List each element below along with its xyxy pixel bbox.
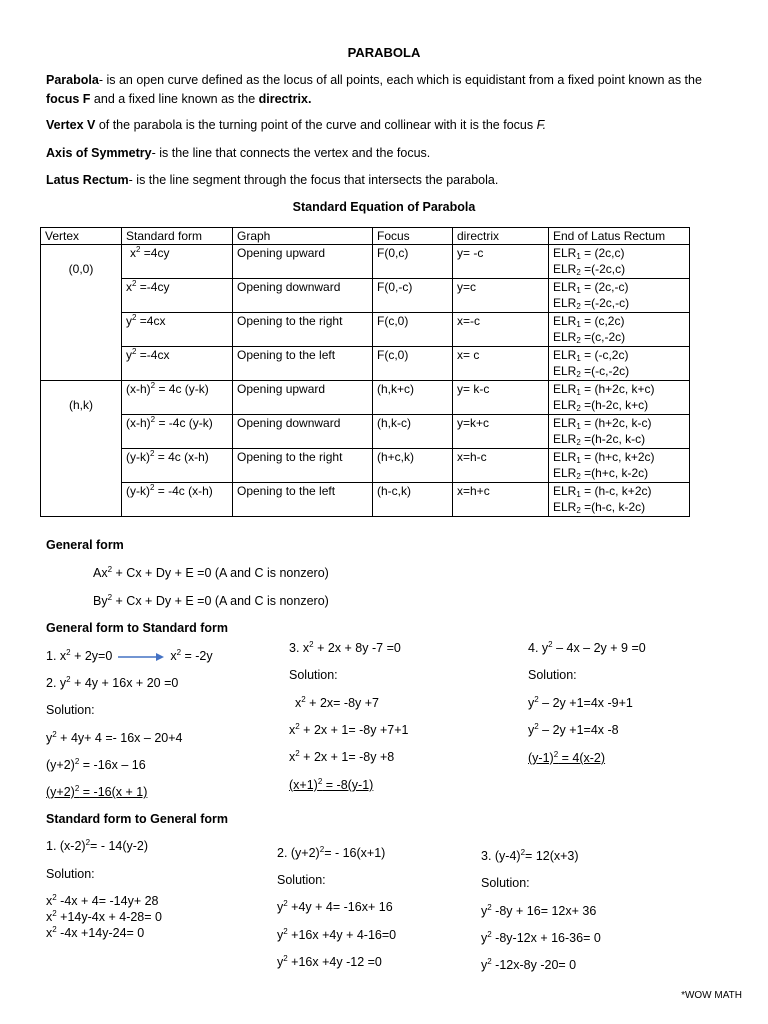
elr-1: $ELR_1 = (h+2c$, k-c) bbox=[553, 416, 652, 431]
axis-text: - is the line that connects the vertex and the focus. bbox=[151, 146, 431, 160]
standard-form-cell: $y^2 =4cx$ bbox=[122, 313, 233, 347]
directrix-cell: x=-c bbox=[453, 313, 549, 347]
directrix-cell: y=k+c bbox=[453, 415, 549, 449]
graph-cell: Opening upward bbox=[233, 245, 373, 279]
std-ex2-step-2: $y^2 +16x +4y + 4-16=0$ bbox=[277, 927, 397, 942]
parabola-text-1: - is an open curve defined as the locus of all points, each which is equidistant from a fixed point known as the bbox=[98, 73, 702, 87]
gen-ex3-step-2: $x^2 + 2x + 1= -8y +7+1$ bbox=[289, 722, 409, 737]
std-ex2: 2. $(y+2)^2= - 16(x+1)$ bbox=[277, 845, 386, 860]
latus-rectum-cell bbox=[549, 415, 690, 449]
directrix-cell: y=c bbox=[453, 279, 549, 313]
parabola-text-2: and a fixed line known as the bbox=[90, 92, 259, 106]
header-vertex: Vertex bbox=[41, 228, 122, 245]
directrix-cell: y= -c bbox=[453, 245, 549, 279]
gen-ex2-step-1: $y^2 + 4y+ 4 =- 16x - 20+4$ bbox=[46, 730, 183, 745]
latus-term: Latus Rectum bbox=[46, 173, 129, 187]
graph-cell: Opening to the right bbox=[233, 313, 373, 347]
header-directrix: directrix bbox=[453, 228, 549, 245]
focus-cell: F(c,0) bbox=[373, 313, 453, 347]
header-focus: Focus bbox=[373, 228, 453, 245]
focus-cell: (h,k-c) bbox=[373, 415, 453, 449]
focus-cell: F(c,0) bbox=[373, 347, 453, 381]
std-ex2-step-3: $y^2 +16x +4y$ -12 =0 bbox=[277, 954, 382, 969]
std-ex1: 1. $(x-2)^2= - 14(y-2)$ bbox=[46, 838, 149, 853]
elr-1: $ELR_1 = (2c,-c)$ bbox=[553, 280, 629, 295]
gen-ex3-step-1: $x^2 + 2x= -8y +7$ bbox=[295, 695, 380, 710]
gen-ex4: 4. $y^2 - 4x - 2y + 9 =0$ bbox=[528, 640, 646, 655]
graph-cell: Opening downward bbox=[233, 279, 373, 313]
standard-form-cell: $(y-k)^2 = -4c$ (x-h) bbox=[122, 483, 233, 517]
elr-2: $ELR_2 =(h-2c$, k+c) bbox=[553, 398, 649, 413]
footer-watermark: *WOW MATH bbox=[681, 990, 742, 1001]
focus-cell: F(0,c) bbox=[373, 245, 453, 279]
elr-2: $ELR_2 =(h+c$, k-2c) bbox=[553, 466, 649, 481]
graph-cell: Opening to the left bbox=[233, 347, 373, 381]
standard-form-cell: $(y-k)^2 = 4c$ (x-h) bbox=[122, 449, 233, 483]
header-standard-form: Standard form bbox=[122, 228, 233, 245]
vertex-focus: F. bbox=[536, 118, 547, 132]
latus-rectum-cell bbox=[549, 313, 690, 347]
latus-rectum-cell bbox=[549, 245, 690, 279]
standard-form-cell: $(x-h)^2 = 4c$ (y-k) bbox=[122, 381, 233, 415]
latus-text: - is the line segment through the focus that intersects the parabola. bbox=[128, 173, 499, 187]
gen-ex3: 3. $x^2 + 2x + 8y$ -7 =0 bbox=[289, 640, 401, 655]
elr-2: $ELR_2 =(-2c,-c)$ bbox=[553, 296, 630, 311]
elr-1: $ELR_1 = (h+c$, k+2c) bbox=[553, 450, 655, 465]
std-ex3-step-2: $y^2$ -8y-12x + 16-36= 0 bbox=[481, 930, 601, 945]
gen-ex4-answer: $(y-1)^2 = 4(x-2)$ bbox=[528, 750, 606, 765]
focus-cell: (h-c,k) bbox=[373, 483, 453, 517]
table-row bbox=[41, 313, 690, 347]
focus-cell: F(0,-c) bbox=[373, 279, 453, 313]
vertex-cell: (h,k) bbox=[41, 381, 122, 517]
table-row bbox=[41, 415, 690, 449]
standard-form-cell: $x^2 =4cy$ bbox=[122, 245, 233, 279]
header-graph: Graph bbox=[233, 228, 373, 245]
gen-ex4-solution: Solution: bbox=[528, 668, 577, 682]
graph-cell: Opening upward bbox=[233, 381, 373, 415]
axis-definition bbox=[46, 144, 736, 163]
directrix-cell: x=h-c bbox=[453, 449, 549, 483]
graph-cell: Opening to the left bbox=[233, 483, 373, 517]
std-ex3-solution: Solution: bbox=[481, 876, 530, 890]
std-ex2-solution: Solution: bbox=[277, 873, 326, 887]
std-ex1-step-2: $x^2 +14y-4x + 4-28= 0$ bbox=[46, 909, 162, 924]
latus-rectum-cell bbox=[549, 279, 690, 313]
table-body-origin bbox=[41, 245, 690, 381]
elr-1: $ELR_1 = (h+2c$, k+c) bbox=[553, 382, 655, 397]
latus-rectum-cell bbox=[549, 347, 690, 381]
table-caption: Standard Equation of Parabola bbox=[292, 200, 476, 214]
vertex-cell: (0,0) bbox=[41, 245, 122, 381]
elr-1: $ELR_1 = (h-c$, k+2c) bbox=[553, 484, 652, 499]
parabola-term: Parabola bbox=[46, 73, 99, 87]
graph-cell: Opening to the right bbox=[233, 449, 373, 483]
gen-ex3-step-3: $x^2 + 2x + 1= -8y +8$ bbox=[289, 749, 395, 764]
directrix-cell: x= c bbox=[453, 347, 549, 381]
table-row bbox=[41, 245, 690, 279]
table-row bbox=[41, 347, 690, 381]
general-form-eq-1: $Ax^2 + Cx + Dy + E =0$ (A and C is nonzero) bbox=[93, 565, 329, 580]
page-title: PARABOLA bbox=[347, 45, 421, 60]
gen-ex1: 1. $x^2 + 2y=0$ $x^2 = -2y$ bbox=[46, 648, 213, 663]
elr-2: $ELR_2 =(-2c,c)$ bbox=[553, 262, 626, 277]
table-body-shifted bbox=[41, 381, 690, 517]
latus-rectum-cell bbox=[549, 381, 690, 415]
gen-to-std-heading: General form to Standard form bbox=[46, 621, 228, 635]
graph-cell: Opening downward bbox=[233, 415, 373, 449]
std-ex3: 3. $(y-4)^2= 12(x+3)$ bbox=[481, 848, 579, 863]
std-ex3-step-3: $y^2$ -12x-8y -20= 0 bbox=[481, 957, 577, 972]
gen-ex2-step-2: $(y+2)^2 = -16x - 16$ bbox=[46, 757, 146, 772]
directrix-cell: y= k-c bbox=[453, 381, 549, 415]
gen-ex3-solution: Solution: bbox=[289, 668, 338, 682]
latus-definition bbox=[46, 171, 736, 190]
parabola-table bbox=[40, 227, 690, 517]
vertex-term: Vertex V bbox=[46, 118, 96, 132]
std-ex1-solution: Solution: bbox=[46, 867, 95, 881]
directrix-term: directrix. bbox=[258, 92, 312, 106]
table-header-row bbox=[41, 228, 690, 245]
elr-2: $ELR_2 =(h-c$, k-2c) bbox=[553, 500, 646, 515]
table-row bbox=[41, 279, 690, 313]
gen-ex4-step-2: $y^2 - 2y +1=4x$ -8 bbox=[528, 722, 619, 737]
std-ex2-step-1: $y^2 +4y + 4= -16x+ 16$ bbox=[277, 899, 393, 914]
focus-cell: (h,k+c) bbox=[373, 381, 453, 415]
standard-form-cell: $(x-h)^2 = -4c$ (y-k) bbox=[122, 415, 233, 449]
parabola-definition bbox=[46, 71, 736, 109]
latus-rectum-cell bbox=[549, 449, 690, 483]
gen-ex4-step-1: $y^2 - 2y +1=4x$ -9+1 bbox=[528, 695, 633, 710]
general-form-eq-2: $By^2 + Cx + Dy + E =0$ (A and C is nonzero) bbox=[93, 593, 329, 608]
arrow-right-icon bbox=[116, 652, 166, 662]
focus-cell: (h+c,k) bbox=[373, 449, 453, 483]
elr-2: $ELR_2 =(h-2c$, k-c) bbox=[553, 432, 646, 447]
table-row bbox=[41, 449, 690, 483]
gen-ex2: 2. $y^2 + 4y + 16x + 20 =0$ bbox=[46, 675, 179, 690]
elr-1: $ELR_1 = (2c,c)$ bbox=[553, 246, 625, 261]
elr-2: $ELR_2 =(-c,-2c)$ bbox=[553, 364, 630, 379]
table-row bbox=[41, 381, 690, 415]
table-row bbox=[41, 483, 690, 517]
std-ex3-step-1: $y^2$ -8y + 16= 12x+ 36 bbox=[481, 903, 597, 918]
axis-term: Axis of Symmetry bbox=[46, 146, 152, 160]
std-ex1-step-1: $x^2$ -4x + 4= -14y+ 28 bbox=[46, 893, 159, 908]
std-to-gen-heading: Standard form to General form bbox=[46, 812, 228, 826]
std-ex1-step-3: $x^2$ -4x +14y-24= 0 bbox=[46, 925, 145, 940]
gen-ex2-answer: $(y+2)^2 = -16(x + 1)$ bbox=[46, 784, 148, 799]
vertex-text: of the parabola is the turning point of the curve and collinear with it is the focus bbox=[95, 118, 537, 132]
general-form-heading: General form bbox=[46, 538, 124, 552]
standard-form-cell: $y^2 =-4cx$ bbox=[122, 347, 233, 381]
gen-ex3-answer: $(x+1)^2 = -8(y-1)$ bbox=[289, 777, 374, 792]
standard-form-cell: $x^2 =-4cy$ bbox=[122, 279, 233, 313]
focus-term: focus F bbox=[46, 92, 91, 106]
header-latus-rectum: End of Latus Rectum bbox=[549, 228, 690, 245]
elr-1: $ELR_1 = (-c,2c)$ bbox=[553, 348, 629, 363]
directrix-cell: x=h+c bbox=[453, 483, 549, 517]
elr-2: $ELR_2 =(c,-2c)$ bbox=[553, 330, 626, 345]
vertex-definition bbox=[46, 116, 736, 135]
gen-ex2-solution: Solution: bbox=[46, 703, 95, 717]
elr-1: $ELR_1 = (c,2c)$ bbox=[553, 314, 625, 329]
latus-rectum-cell bbox=[549, 483, 690, 517]
